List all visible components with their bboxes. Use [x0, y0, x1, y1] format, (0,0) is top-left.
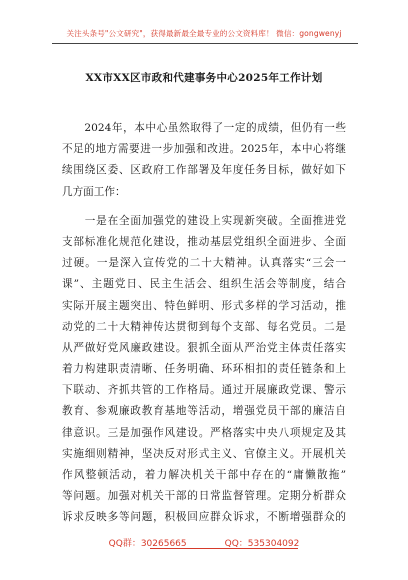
text-line: 实际开展主题突出、特色鲜明、形式多样的学习活动，推: [62, 299, 346, 312]
header-promo-note: 关注头条号"公文研究"，获得最新最全最专业的公文资料库！ 微信：gongwenyj: [66, 29, 342, 38]
text-line: 不足的地方需要进一步加强和改进。2025年，本中心将继: [62, 143, 346, 156]
text-line: 诉求反映多等问题，积极回应群众诉求，不断增强群众的: [62, 511, 346, 524]
text-line: 动党的二十大精神传达贯彻到每个支部、每名党员。二是: [62, 320, 346, 333]
text-line: 教育、参观廉政教育基地等活动，增强党员干部的廉洁自: [62, 405, 346, 418]
paragraph-intro: [62, 118, 346, 203]
text-line: 过硬。一是深入宣传党的二十大精神。认真落实“三会一: [62, 257, 346, 270]
paragraph-party-building: [62, 211, 346, 529]
text-line: 续围绕区委、区政府工作部署及年度任务目标，做好如下: [62, 164, 346, 177]
document-title: XX市XX区市政和代建事务中心2025年工作计划: [85, 72, 323, 84]
paragraph-gap: [62, 203, 346, 211]
text-line: 等问题。加强对机关干部的日常监督管理。定期分析群众: [62, 490, 346, 503]
document-body: [62, 118, 346, 529]
text-line: 着力构建职责清晰、任务明确、环环相扣的责任链条和上: [62, 363, 346, 376]
text-line: 支部标准化规范化建设，推动基层党组织全面进步、全面: [62, 235, 346, 248]
text-line: 实施细则精神，坚决反对形式主义、官僚主义。开展机关: [62, 447, 346, 460]
header-divider: [52, 43, 358, 44]
text-line: 从严做好党风廉政建设。狠抓全面从严治党主体责任落实: [62, 341, 346, 354]
text-line: 下联动、齐抓共管的工作格局。通过开展廉政党课、警示: [62, 384, 346, 397]
text-line: 几方面工作：: [62, 185, 126, 198]
footer-qq-number: QQ：535304092: [224, 539, 300, 549]
text-line: 一是在全面加强党的建设上实现新突破。全面推进党: [62, 214, 346, 227]
text-line: 律意识。三是加强作风建设。严格落实中央八项规定及其: [62, 426, 346, 439]
text-line: 2024年，本中心虽然取得了一定的成绩，但仍有一些: [62, 122, 346, 134]
text-line: 作风整顿活动，着力解决机关干部中存在的“庸懒散拖”: [62, 469, 346, 481]
footer-qq-group: QQ群：30265665: [108, 539, 187, 549]
footer-underline: [150, 548, 298, 549]
text-line: 课”、主题党日、民主生活会、组织生活会等制度，结合: [62, 278, 346, 291]
